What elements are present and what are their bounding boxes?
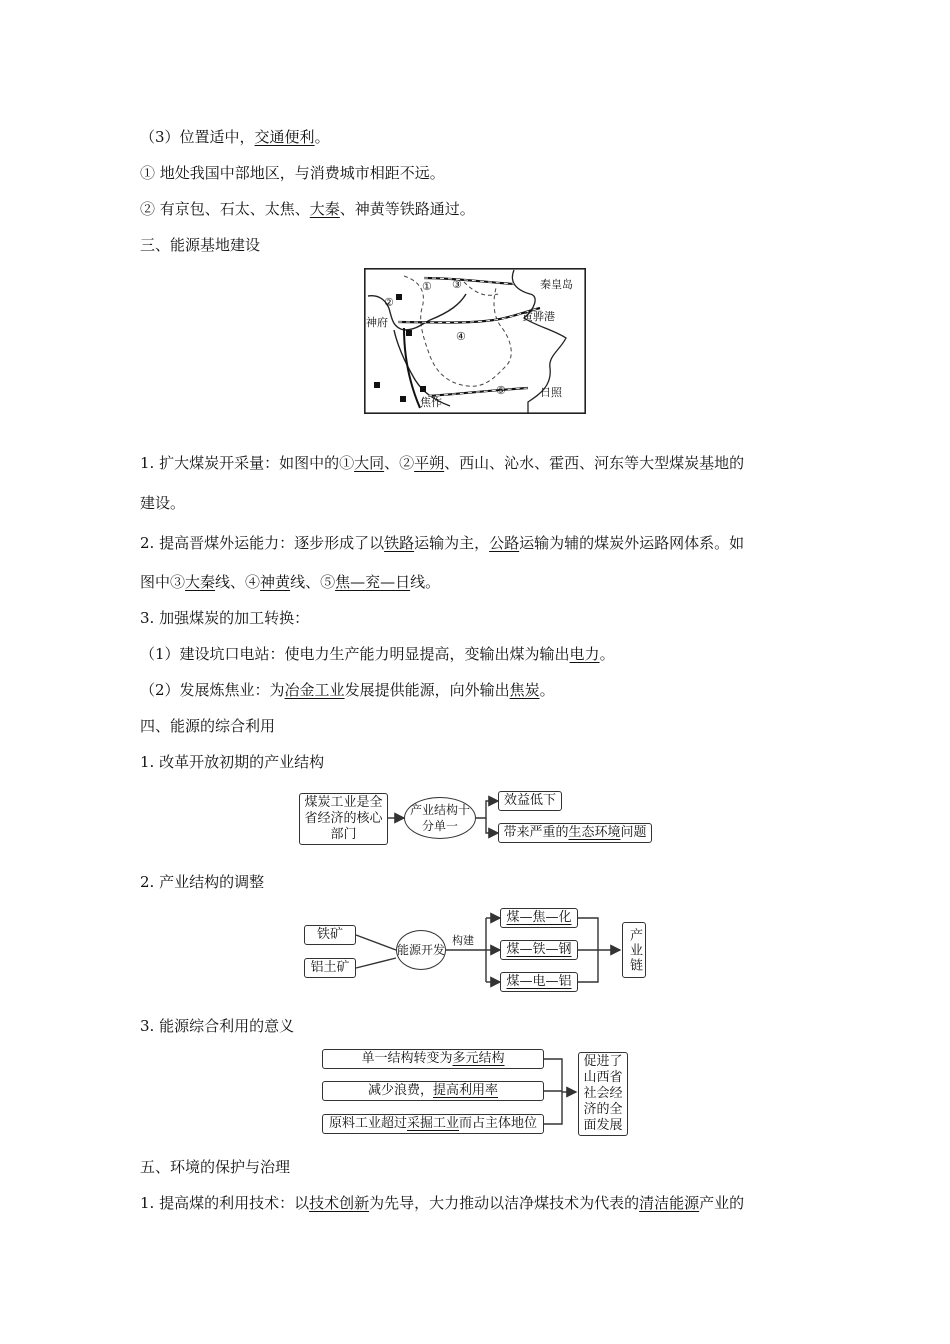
section-3-item-3: 3. 加强煤炭的加工转换：	[140, 609, 310, 627]
section-3-item-3-2: （2）发展炼焦业：为冶金工业发展提供能源，向外输出焦炭。	[140, 681, 555, 699]
efficiency-box: 减少浪费， 提高利用率	[322, 1081, 544, 1101]
diagram-2-title: 2. 产业结构的调整	[140, 873, 265, 891]
map-label-1: ①	[422, 280, 432, 293]
bauxite-box: 铝土矿	[304, 958, 356, 978]
diagram-1-title: 1. 改革开放初期的产业结构	[140, 753, 325, 771]
section-heading-3: 三、能源基地建设	[140, 236, 261, 254]
map-label-rizhao: 日照	[540, 386, 562, 399]
energy-dev-oval: 能源开发	[396, 930, 446, 970]
coal-industry-box: 煤炭工业是全省经济的核心部门	[299, 793, 388, 845]
underlined-answer: 大秦	[309, 200, 340, 218]
map-label-qinhuangdao: 秦皇岛	[540, 278, 573, 291]
low-benefit-box: 效益低下	[498, 791, 562, 811]
single-structure-oval: 产业结构十分单一	[404, 797, 476, 839]
iron-ore-box: 铁矿	[304, 925, 356, 945]
section-3-item-1: 1. 扩大煤炭开采量：如图中的①大同、②平朔、西山、沁水、霍西、河东等大型煤炭基地的	[140, 454, 745, 472]
section-3-item-1-cont: 建设。	[140, 494, 186, 512]
section-heading-4: 四、能源的综合利用	[140, 717, 276, 735]
raw-material-box: 原料工业超过 采掘工业 而占主体地位	[322, 1114, 544, 1134]
section-5-item-1: 1. 提高煤的利用技术：以技术创新为先导，大力推动以洁净煤技术为代表的清洁能源产业的	[140, 1194, 745, 1212]
section-3-item-2-cont: 图中③大秦线、④神黄线、⑤焦—兖—日线。	[140, 573, 441, 591]
paragraph-location: （3）位置适中，交通便利。	[140, 128, 330, 146]
chain-steel-box: 煤—铁—钢	[500, 940, 578, 960]
paragraph-item-2: ② 有京包、石太、太焦、大秦、神黄等铁路通过。	[140, 200, 475, 218]
map-label-3: ③	[452, 278, 462, 291]
diagram-3-title: 3. 能源综合利用的意义	[140, 1017, 295, 1035]
map-label-2: ②	[384, 296, 394, 309]
eco-problem-box: 带来严重的 生态环境 问题	[498, 823, 652, 843]
chain-aluminum-box: 煤—电—铝	[500, 972, 578, 992]
map-label-5: ⑤	[496, 384, 506, 397]
section-3-item-2: 2. 提高晋煤外运能力：逐步形成了以铁路运输为主，公路运输为辅的煤炭外运路网体系。如	[140, 534, 745, 552]
map-label-jiaozuo: 焦作	[420, 396, 442, 409]
section-heading-5: 五、环境的保护与治理	[140, 1158, 291, 1176]
diversify-box: 单一结构转变为 多元结构	[322, 1049, 544, 1069]
paragraph-item-1: ① 地处我国中部地区，与消费城市相距不远。	[140, 164, 445, 182]
industry-chain-box: 产业链	[622, 922, 646, 978]
promote-development-box: 促进了山西省社会经济的全面发展	[578, 1052, 628, 1136]
underlined-answer: 交通便利	[254, 128, 315, 146]
build-edge-label: 构建	[452, 934, 474, 947]
section-3-item-3-1: （1）建设坑口电站：使电力生产能力明显提高，变输出煤为输出电力。	[140, 645, 615, 663]
map-label-4: ④	[456, 330, 466, 343]
chain-coke-box: 煤—焦—化	[500, 908, 578, 928]
map-label-shenfu: 神府	[366, 316, 388, 329]
map-label-huanghuagang: 黄骅港	[522, 310, 555, 323]
